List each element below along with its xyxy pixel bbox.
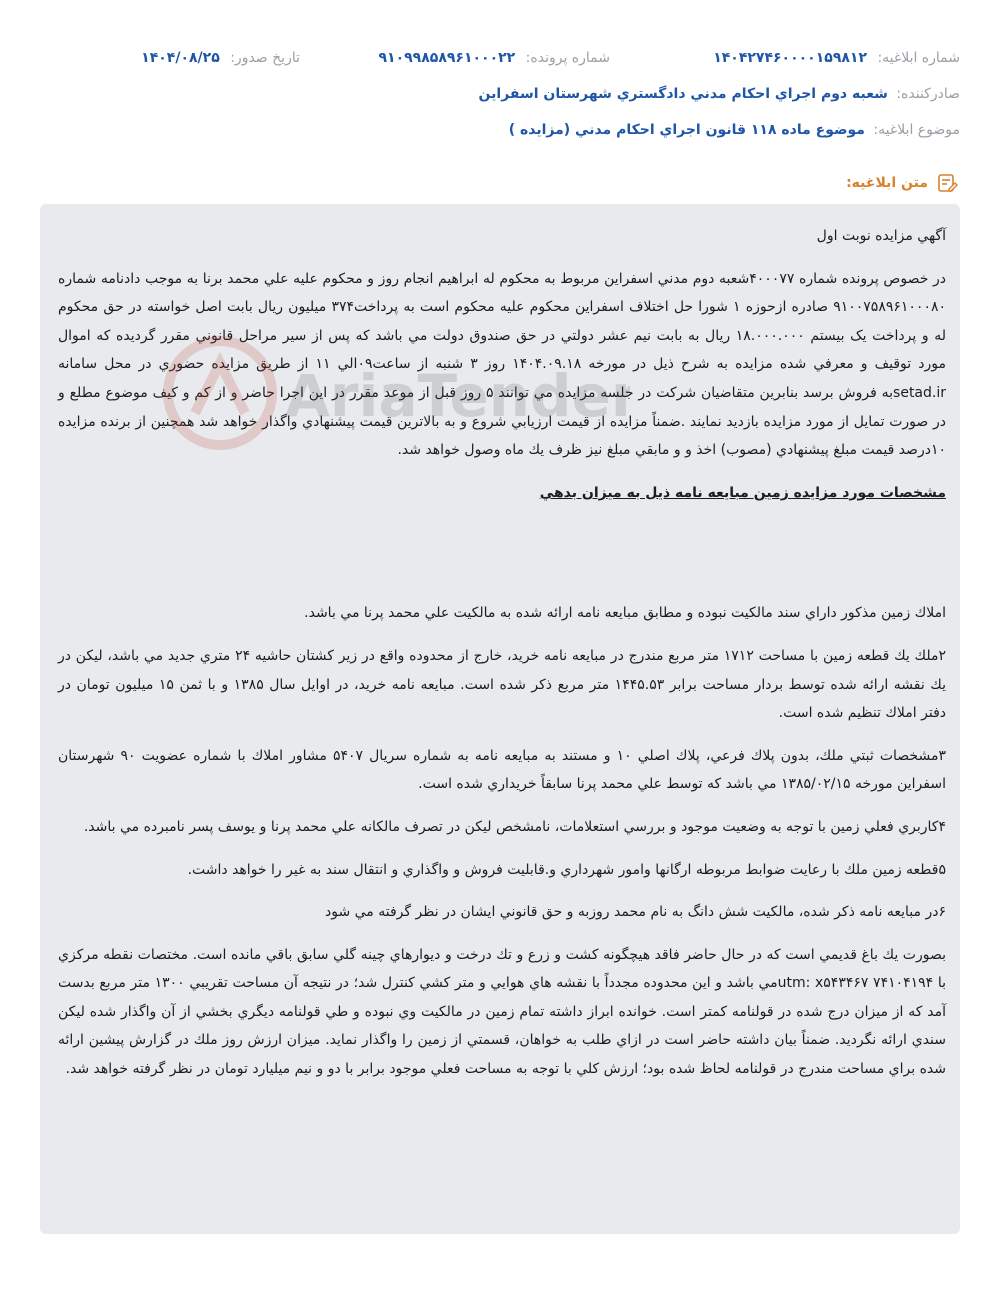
- auction-item-2: ۲ملك يك قطعه زمين با مساحت ۱۷۱۲ متر مربع مندرج در مبايعه نامه خريد، خارج از محدوده واقع در زير كشتان حاشيه ۲۴ متري جديد مي باشد، ليكن در يك نقشه ارائه شده توسط بردار مساحت برابر ۱۴۴۵.۵۳ متر مربع ذكر شده است. مبايعه نامه خريد، در اوايل سال ۱۳۸۵ و با ثمن ۱۵ ميليون تومان در دفتر املاك تنظيم شده است.: [58, 647, 946, 722]
- notice-number-label: شماره ابلاغیه:: [877, 50, 960, 66]
- meta-row: [40, 50, 960, 72]
- subject-line: [509, 122, 960, 138]
- subject-label: موضوع ابلاغیه:: [873, 122, 960, 138]
- issue-date-label: تاریخ صدور:: [230, 50, 300, 66]
- issuer-value: شعبه دوم اجراي احكام مدني دادگستري شهرستان اسفراين: [478, 86, 888, 102]
- notice-number: [713, 50, 960, 66]
- auction-item-1: املاك زمين مذكور داراي سند مالكيت نبوده و مطابق مبايعه نامه ارائه شده به مالكيت علي محمد پرنا مي باشد.: [304, 605, 946, 622]
- auction-item-heading: مشخصات مورد مزايده زمين مبايعه نامه ذيل به ميزان بدهي: [539, 484, 946, 501]
- auction-main-paragraph: در خصوص پرونده شماره ۴۰۰۰۷۷شعبه دوم مدني اسفراين مربوط به محكوم له ابراهيم انجام روز و محكوم عليه علي محمد برنا به موجب دادنامه شماره ۹۱۰۰۷۵۸۹۶۱۰۰۰۸۰ صادره ازحوزه ۱ شورا حل اختلاف اسفراين محكوم عليه محكوم است به پرداخت۳۷۴ ميليون ريال بابت اصل خواسته در حق محكوم له و پرداخت يک بيستم ۱۸.۰۰۰.۰۰۰ ريال به بابت نيم عشر دولتي در حق صندوق دولت مي باشد كه پس از سير مراحل قانوني مقرر گرديده كه اموال مورد توقيف و معرفي شده مزايده به شرح ذيل در مورخه ۱۴۰۴.۰۹.۱۸ روز ۳ شنبه از ساعت۰۹الي ۱۱ از طريق مزايده حضوري در محل سامانه setad.irبه فروش برسد بنابرين متقاضيان شركت در جلسه مزايده مي توانند ۵ روز قبل از موعد مقرر در اين اجرا حاضر و از كم و كيف موضوع مطلع و در صورت تمايل از مورد مزايده بازديد نمايند .ضمناً مزايده از قيمت ارزيابي شروع و به بالاترين قيمت پيشنهادي واگذار خواهد شد همچنين از برنده مزايده ۱۰درصد قيمت مبلغ پيشنهادي (مصوب) اخذ و و مابقي مبلغ نيز ظرف يك ماه وصول خواهد شد.: [58, 270, 947, 459]
- section-title: [846, 172, 958, 194]
- auction-item-4: ۴كاربري فعلي زمين با توجه به وضعيت موجود و بررسي استعلامات، نامشخص ليكن در تصرف مالكانه علي محمد پرنا و يوسف پسر نامبرده مي باشد.: [83, 818, 946, 835]
- case-number: [379, 50, 611, 66]
- auction-item-6: ۶در مبايعه نامه ذكر شده، مالكيت شش دانگ به نام محمد روزبه و حق قانوني ايشان در نظر گرفته مي شود: [324, 904, 946, 921]
- auction-item-5: ۵قطعه زمين ملك با رعايت ضوابط مربوطه ارگانها وامور شهرداري و.قابليت فروش و واگذاري و انتقال سند به غير را خواهد داشت.: [187, 861, 946, 878]
- issue-date: [141, 50, 300, 66]
- notice-header: [0, 0, 1000, 191]
- auction-title: آگهي مزايده نوبت اول: [816, 228, 946, 244]
- issuer-line: [479, 86, 960, 102]
- subject-value: موضوع ماده ۱۱۸ قانون اجراي احكام مدني (مزايده ): [508, 122, 865, 138]
- issue-date-value: ۱۴۰۴/۰۸/۲۵: [141, 50, 220, 66]
- issuer-label: صادرکننده:: [896, 86, 960, 102]
- notice-body-panel: [40, 204, 960, 1234]
- case-number-value: ۹۱۰۹۹۸۵۸۹۶۱۰۰۰۲۲: [378, 50, 516, 66]
- case-number-label: شماره پرونده:: [525, 50, 610, 66]
- auction-item-7: بصورت يك باغ قديمي است كه در حال حاضر فاقد هيچگونه كشت و زرع و تك درخت و ديوارهاي چينه گلي سابق باقي مانده است. مختصات نقطه مركزي با ۷۴۱۰۴۱۹۴ utm: x۵۴۳۴۶۷مي باشد و اين محدوده مجدداً با نقشه هاي هوايي و متر كشي كنترل شد؛ در نتيجه آن مساحت تقريبي ۱۳۰۰ متر مربع بدست آمد كه از ميزان درج شده در قولنامه كمتر است. خوانده ابراز داشته تمام زمين در مالكيت وي نبوده و طي قولنامه ديگري بخشي از آن واگذار شده ليكن سندي ارائه نگرديد. ضمناً بيان داشته حاضر است در ازاي طلب به خواهان، قسمتي از زمين را واگذار نمايد. ميزان ارزش روز ملك در گزارش پيشين ارائه شده براي مساحت مندرج در قولنامه لحاظ شده بود؛ ارزش كلي با توجه به مساحت فعلي موجود برابر با دو و نيم ميليارد تومان در نظر گرفته خواهد شد.: [58, 946, 946, 1078]
- section-title-text: متن ابلاغیه:: [846, 175, 928, 191]
- auction-item-3: ۳مشخصات ثبتي ملك، بدون پلاك فرعي، پلاك اصلي ۱۰ و مستند به مبايعه نامه به شماره سريال ۵۴۰۷ مشاور املاك با شماره عضويت ۹۰ شهرستان اسفراين مورخه ۱۳۸۵/۰۲/۱۵ مي باشد كه توسط علي محمد پرنا سابقاً خريداري شده است.: [58, 747, 946, 793]
- notice-number-value: ۱۴۰۴۲۷۴۶۰۰۰۰۱۵۹۸۱۲: [713, 50, 867, 66]
- note-edit-icon: [936, 172, 958, 194]
